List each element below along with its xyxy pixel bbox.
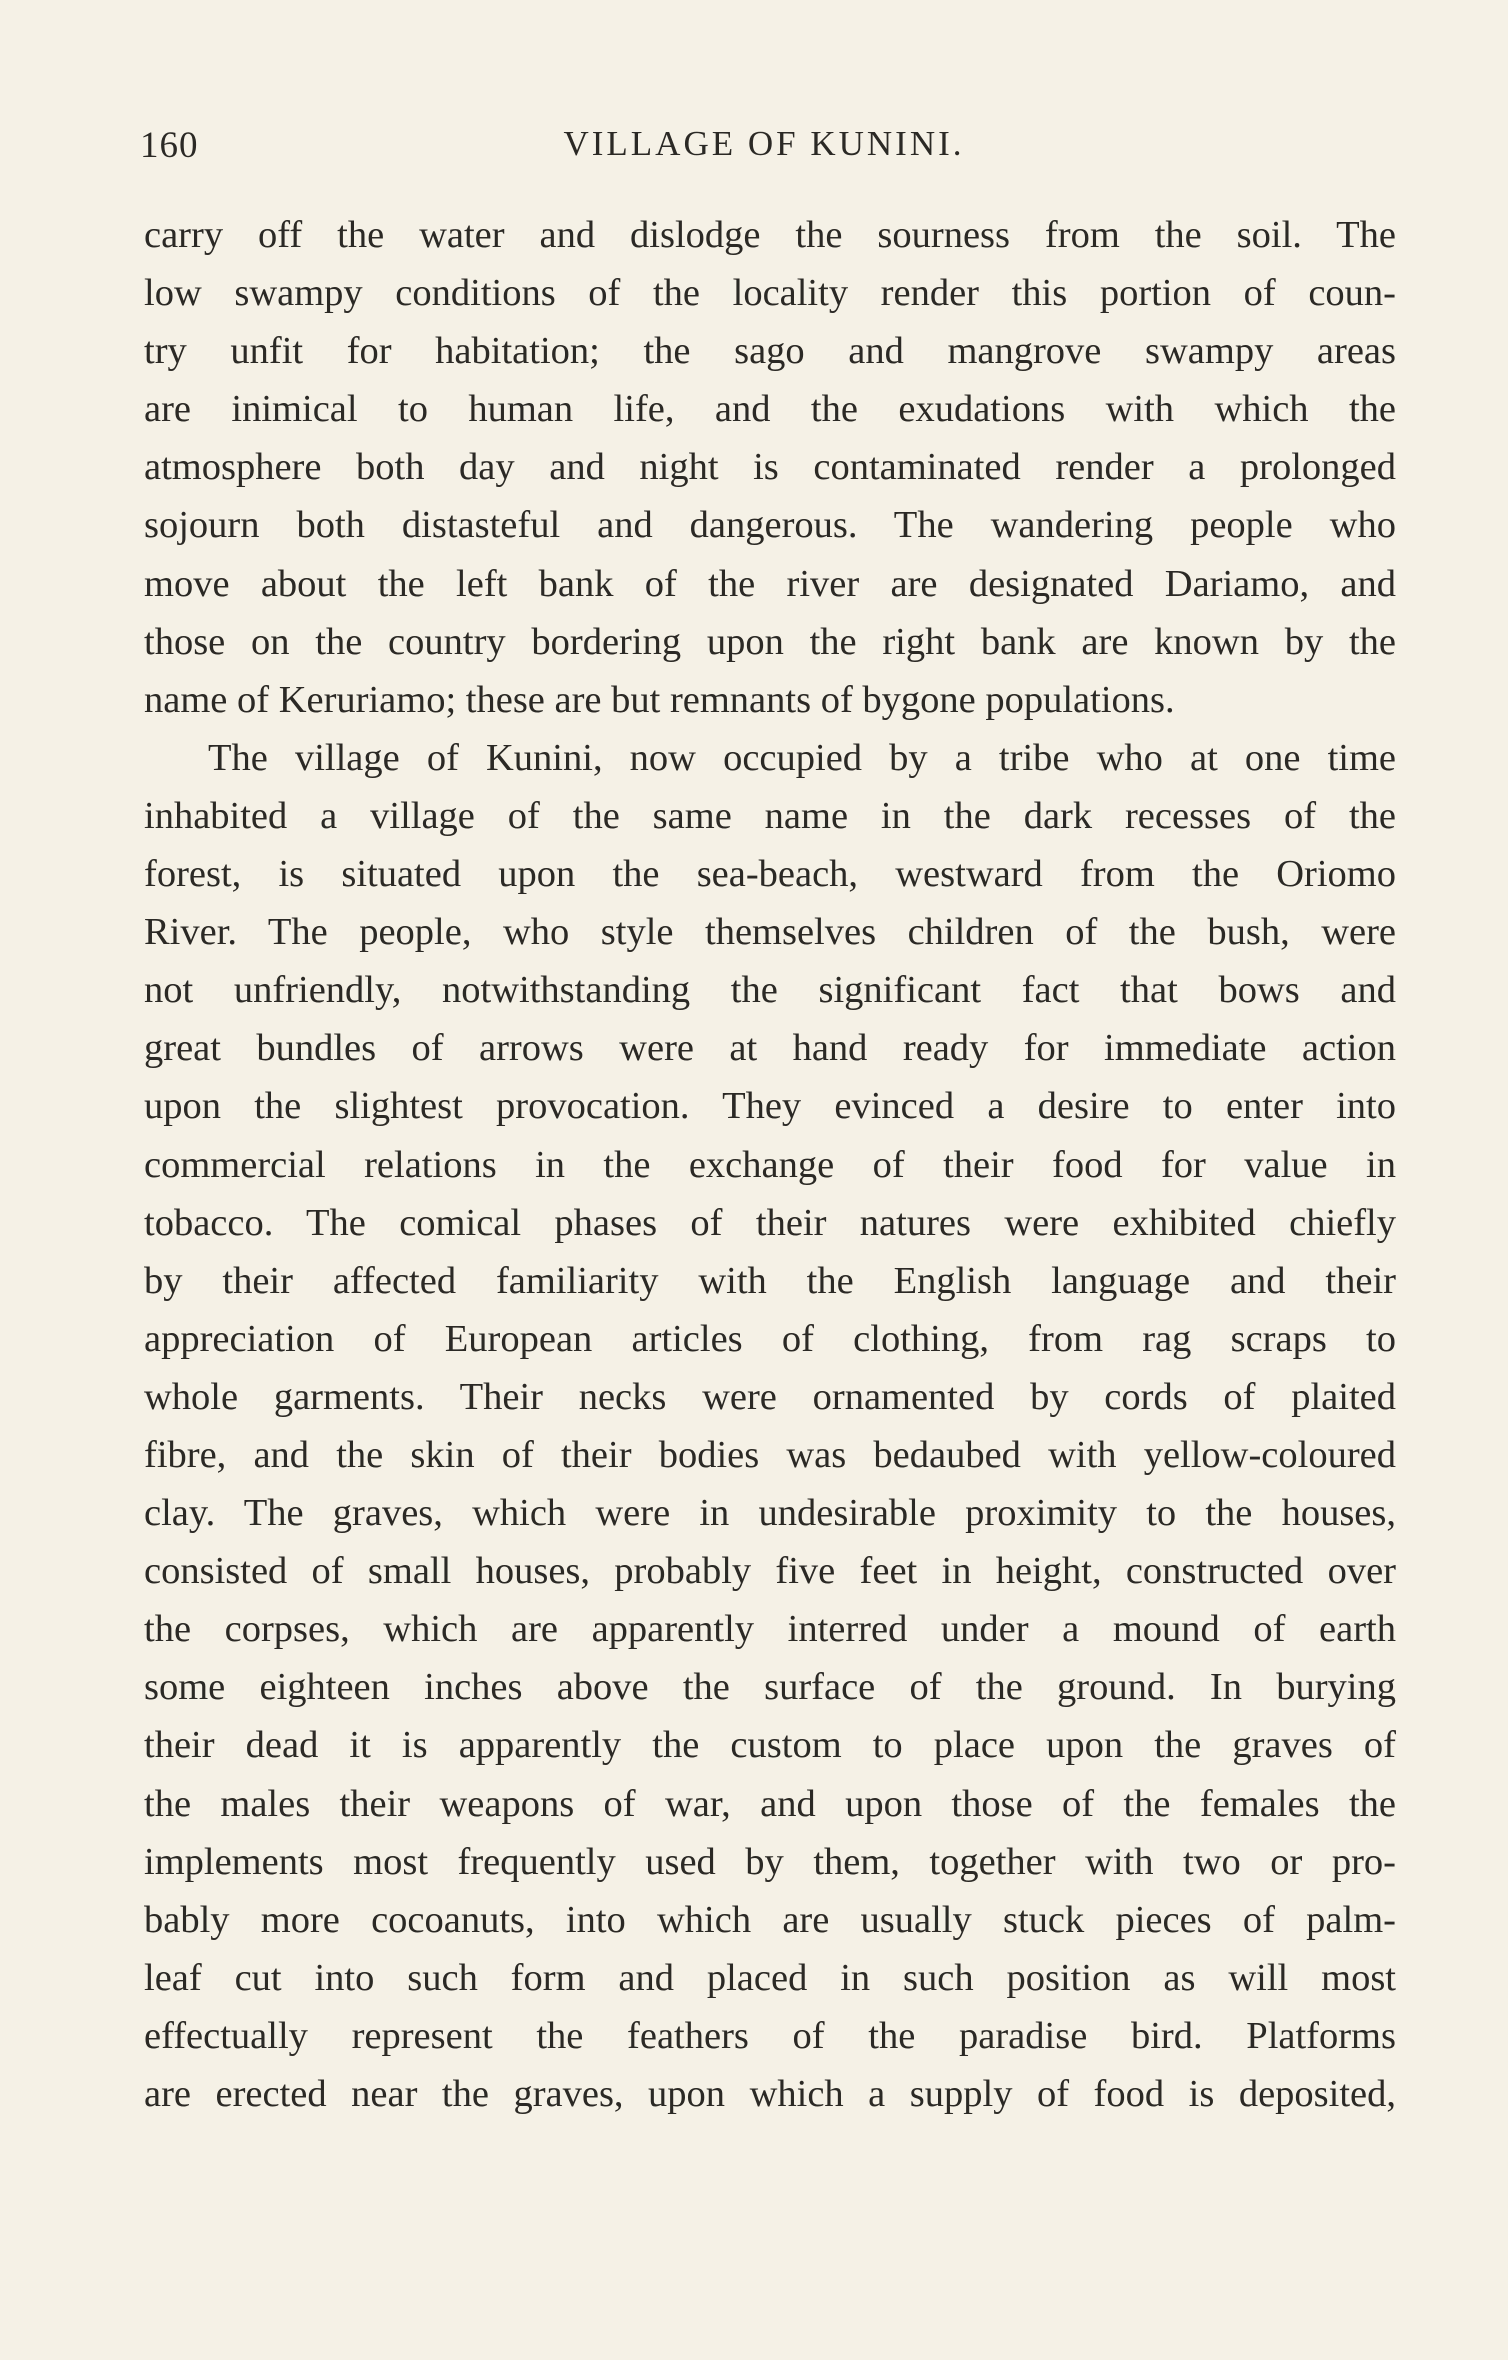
- text-line: great bundles of arrows were at hand ready for immediate action: [144, 1027, 1396, 1070]
- text-line: River. The people, who style themselves children of the bush, were: [144, 911, 1396, 954]
- text-line: leaf cut into such form and placed in such position as will most: [144, 1956, 1396, 1999]
- text-line: tobacco. The comical phases of their natures were exhibited chiefly: [144, 1201, 1396, 1244]
- text-line: some eighteen inches above the surface of the ground. In burying: [144, 1666, 1396, 1709]
- text-line: upon the slightest provocation. They evinced a desire to enter into: [144, 1085, 1396, 1128]
- text-line: the males their weapons of war, and upon those of the females the: [144, 1782, 1396, 1825]
- text-line: sojourn both distasteful and dangerous. The wandering people who: [144, 504, 1396, 547]
- text-line: appreciation of European articles of clothing, from rag scraps to: [144, 1317, 1396, 1360]
- text-line: by their affected familiarity with the English language and their: [144, 1259, 1396, 1302]
- text-line: low swampy conditions of the locality render this portion of coun-: [144, 272, 1396, 315]
- text-line: try unfit for habitation; the sago and mangrove swampy areas: [144, 330, 1396, 373]
- text-line: effectually represent the feathers of the paradise bird. Platforms: [144, 2014, 1396, 2057]
- text-line: bably more cocoanuts, into which are usually stuck pieces of palm-: [144, 1898, 1396, 1941]
- text-line: are inimical to human life, and the exudations with which the: [144, 388, 1396, 431]
- text-line: their dead it is apparently the custom to place upon the graves of: [144, 1724, 1396, 1767]
- text-line: fibre, and the skin of their bodies was bedaubed with yellow-coloured: [144, 1433, 1396, 1476]
- text-line: forest, is situated upon the sea-beach, westward from the Oriomo: [144, 853, 1396, 896]
- text-line: not unfriendly, notwithstanding the significant fact that bows and: [144, 969, 1396, 1012]
- text-line: inhabited a village of the same name in the dark recesses of the: [144, 794, 1396, 837]
- text-line: the corpses, which are apparently interred under a mound of earth: [144, 1608, 1396, 1651]
- text-line: name of Keruriamo; these are but remnants of bygone populations.: [144, 678, 1175, 721]
- text-line: commercial relations in the exchange of their food for value in: [144, 1143, 1396, 1186]
- text-line: carry off the water and dislodge the sourness from the soil. The: [144, 214, 1396, 256]
- text-line: consisted of small houses, probably five feet in height, constructed over: [144, 1550, 1396, 1593]
- text-line: whole garments. Their necks were ornamented by cords of plaited: [144, 1375, 1396, 1418]
- running-head: [140, 124, 1388, 180]
- running-title: VILLAGE OF KUNINI.: [563, 124, 965, 163]
- text-line: move about the left bank of the river are designated Dariamo, and: [144, 562, 1396, 605]
- text-line: are erected near the graves, upon which a supply of food is deposited,: [144, 2073, 1396, 2115]
- text-line: atmosphere both day and night is contaminated render a prolonged: [144, 446, 1396, 489]
- body-text: [144, 206, 1396, 2123]
- paragraph-first-line: The village of Kunini, now occupied by a tribe who at one time: [208, 736, 1396, 779]
- text-line: those on the country bordering upon the right bank are known by the: [144, 620, 1396, 663]
- text-line: clay. The graves, which were in undesirable proximity to the houses,: [144, 1492, 1396, 1535]
- page-number: 160: [140, 125, 199, 166]
- text-line: implements most frequently used by them, together with two or pro-: [144, 1840, 1396, 1883]
